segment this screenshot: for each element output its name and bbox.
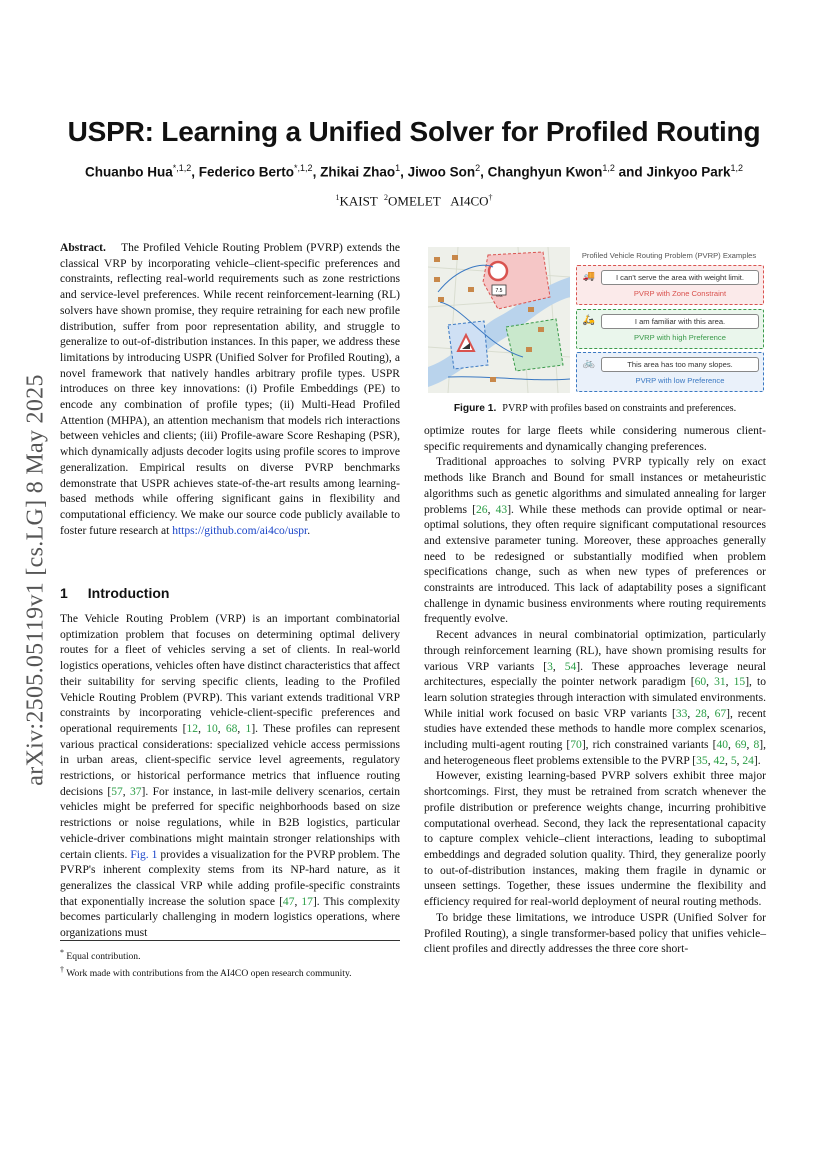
abstract-label: Abstract. <box>60 242 106 254</box>
author-name: Jinkyoo Park <box>646 164 731 180</box>
citation-link[interactable]: 17 <box>301 895 313 908</box>
profile-box <box>576 352 764 392</box>
citation-link[interactable]: 12 <box>186 722 199 735</box>
citation-link[interactable]: 67 <box>714 707 727 720</box>
arxiv-id: arXiv:2505.05119v1 [cs.LG] 8 May 2025 <box>22 374 49 786</box>
author-name: Zhikai Zhao <box>320 164 396 180</box>
citation-link[interactable]: 24 <box>742 754 754 767</box>
author-name: Chuanbo Hua <box>84 164 173 180</box>
city-map-illustration <box>428 247 570 393</box>
author-name: Changhyun Kwon <box>487 164 603 180</box>
section-heading-introduction: 1 Introduction <box>60 585 170 601</box>
right-paragraph-3: Recent advances in neural combinatorial optimization, particularly through reinforcement learning (RL), have shown promising results for various VRP variants [3, 54]. These approaches leverage neural architectures, especially the pointer network paradigm [60, 31, 15], to learn solution strategies through interaction with simulated environments. While initial work focused on basic VRP variants [33, 28, 67], recent studies have extended these methods to handle more complex scenarios, including multi-agent routing [70], rich constrained variants [40, 69, 8], and heterogeneous fleet problems extensible to the PVRP [35, 42, 5, 24]. <box>424 629 767 767</box>
citation-link[interactable]: 40 <box>716 739 728 752</box>
citation-link[interactable]: 60 <box>694 676 707 689</box>
citation-link[interactable]: 54 <box>564 660 577 673</box>
author-name: Jiwoo Son <box>407 164 476 180</box>
citation-link[interactable]: 15 <box>733 676 746 689</box>
footnote-ai4co: † Work made with contributions from the AI4CO open research community. <box>60 965 352 980</box>
abstract-text: The Profiled Vehicle Routing Problem (PVRP) extends the classical VRP by incorporating vehicle–client-specific preferences and constraints, reflecting real-world requirements such as zone restrictions and service-level preferences. While recent reinforcement-learning (RL) solvers have shown promise, they require retraining for each new profile distribution, suffer from poor representation ability, and struggle to generalize to out-of-distribution instances. In this paper, we address these limitations by introducing USPR (Unified Solver for Profiled Routing), a novel framework that natively handles arbitrary profile types. USPR introduces on three key innovations: (i) Profile Embeddings (PE) to encode any combination of profile types; (ii) Multi-Head Profiled Attention (MHPA), an attention mechanism that models rich interactions between vehicles and clients; (iii) Profile-aware Score Reshaping (PSR), which dynamically adjusts decoder logits using profile scores to improve generalization. Empirical results on diverse PVRP benchmarks demonstrate that USPR achieves state-of-the-art results among learning-based methods while offering significant gains in flexibility and computational efficiency. We make our source code publicly available to foster future research at <box>60 242 400 537</box>
citation-link[interactable]: 42 <box>713 754 726 767</box>
intro-paragraph-1: The Vehicle Routing Problem (VRP) is an important combinatorial optimization problem that focuses on determining optimal delivery routes for a fleet of vehicles serving a set of clients. In real-world logistics operations, vehicles often have distinct characteristics that affect their suitability for serving specific clients, leading to the Profiled Vehicle Routing Problem (PVRP). This variant extends traditional VRP constraints by incorporating vehicle-client-specific preferences and operational requirements [12, 10, 68, 1]. These profiles can represent various practical considerations: specialized vehicle access permissions in urban areas, client-specific service level agreements, regulatory restrictions, or historical performance metrics that influence routing decisions [57, 37]. For instance, in last-mile delivery scenarios, certain vehicles might be preferred for specific neighborhoods based on size restrictions or noise regulations, while in B2B logistics, particular vehicle-driver combinations might maintain stronger relationships with certain clients. Fig. 1 provides a visualization for the PVRP problem. The PVRP's inherent complexity stems from its NP-hard nature, as it generalizes the classical VRP while adding profile-specific constraints that exponentially increase the solution space [47, 17]. This complexity becomes particularly challenging in modern logistics operations, where organizations must <box>60 613 400 940</box>
citation-link[interactable]: 33 <box>675 707 688 720</box>
citation-link[interactable]: 31 <box>714 676 726 689</box>
citation-link[interactable]: 69 <box>734 739 747 752</box>
citation-link[interactable]: 37 <box>129 785 142 798</box>
profile-label: PVRP with low Preference <box>635 376 725 385</box>
source-code-link[interactable]: https://github.com/ai4co/uspr <box>172 524 308 537</box>
citation-link[interactable]: 3 <box>547 660 553 673</box>
arxiv-sidebar-stamp <box>14 330 58 830</box>
profile-box <box>576 265 764 305</box>
citation-link[interactable]: 68 <box>225 722 238 735</box>
profile-speech-bubble: This area has too many slopes. <box>601 357 759 372</box>
introduction-body <box>60 612 400 942</box>
citation-link[interactable]: 5 <box>730 754 737 767</box>
footnote-equal-contribution: * Equal contribution. <box>60 948 141 963</box>
right-paragraph-1: optimize routes for large fleets while considering numerous client-specific requirements and dynamically changing preferences. <box>424 425 766 453</box>
citation-link[interactable]: 10 <box>206 722 218 735</box>
footnotes <box>60 940 400 980</box>
figure-1-link[interactable]: Fig. 1 <box>130 848 158 861</box>
weight-limit-sign-icon <box>489 262 507 280</box>
citation-link[interactable]: 1 <box>245 722 252 735</box>
right-paragraph-2: Traditional approaches to solving PVRP typically rely on exact methods like Branch and Bound for small instances or metaheuristic algorithms such as genetic algorithms and simulated annealing for larger problems [26, 43]. While these methods can provide optimal or near-optimal solutions, they often require significant computational resources and extensive parameter tuning. Moreover, these approaches generally need to be redesigned or substantially modified when problem specifications change, such as when new types of preferences or constraints are introduced. This lack of adaptability poses a significant challenge in dynamic business environments where routing requirements frequently evolve. <box>424 456 766 626</box>
citation-link[interactable]: 47 <box>282 895 295 908</box>
svg-text:TONS: TONS <box>495 295 503 298</box>
profile-label: PVRP with Zone Constraint <box>633 289 727 298</box>
citation-link[interactable]: 35 <box>696 754 708 767</box>
abstract: Abstract. The Profiled Vehicle Routing Problem (PVRP) extends the classical VRP by incorporating vehicle–client-specific preferences and constraints, reflecting real-world requirements such as zone restrictions and service-level preferences. While recent reinforcement-learning (RL) solvers have shown promise, they require retraining for each new profile distribution, suffer from poor representation ability, and struggle to generalize to out-of-distribution instances. In this paper, we address these limitations by introducing USPR (Unified Solver for Profiled Routing), a novel framework that natively handles arbitrary profile types. USPR introduces on three key innovations: (i) Profile Embeddings (PE) to encode any combination of profile types; (ii) Multi-Head Profiled Attention (MHPA), an attention mechanism that models rich interactions between vehicles and clients; (iii) Profile-aware Score Reshaping (PSR), which dynamically adjusts decoder logits using profile scores to improve generalization. Empirical results on diverse PVRP benchmarks demonstrate that USPR achieves state-of-the-art results among learning-based methods while offering significant gains in flexibility and computational efficiency. We make our source code publicly available to foster future research at https://github.com/ai4co/uspr. <box>60 242 400 537</box>
bicycle-icon: 🚲 <box>582 358 596 369</box>
truck-icon: 🚚 <box>582 271 596 282</box>
paper-title: USPR: Learning a Unified Solver for Profiled Routing <box>67 116 761 147</box>
citation-link[interactable]: 57 <box>111 785 123 798</box>
citation-link[interactable]: 8 <box>753 739 760 752</box>
figure-title: Profiled Vehicle Routing Problem (PVRP) Examples <box>581 251 757 260</box>
right-column-body <box>424 424 766 958</box>
figure-1-caption: Figure 1. PVRP with profiles based on constraints and preferences. <box>453 403 737 414</box>
citation-link[interactable]: 70 <box>570 739 582 752</box>
profile-speech-bubble: I am familiar with this area. <box>601 314 759 329</box>
svg-text:7.5: 7.5 <box>495 288 503 294</box>
profile-speech-bubble: I can't serve the area with weight limit. <box>601 270 759 285</box>
profile-label: PVRP with high Preference <box>634 333 726 342</box>
citation-link[interactable]: 28 <box>695 707 707 720</box>
citation-link[interactable]: 26 <box>476 503 488 516</box>
author-name: Federico Berto <box>198 164 295 180</box>
right-paragraph-5: To bridge these limitations, we introduce USPR (Unified Solver for Profiled Routing), a single transformer-based policy that unifies vehicle–client profiles and directly addresses the three core short- <box>424 911 766 956</box>
figure-1 <box>428 245 764 395</box>
author-list: Chuanbo Hua$^{*,1,2}$, Federico Berto$^{*,1,2}$, Zhikai Zhao$^1$, Jiwoo Son$^2$, Changhyun Kwon$^{1,2}$ and Jinkyoo Park$^{1,2}$ <box>84 163 743 180</box>
profile-box <box>576 309 764 349</box>
right-paragraph-4: However, existing learning-based PVRP solvers exhibit three major shortcomings. First, they must be retrained from scratch whenever the profile distribution or preference weights change, incurring prohibitive computational overhead. Second, they lack the representational capacity to capture complex vehicle–client interactions, leading to suboptimal embeddings and degraded solution quality. Third, they generalize poorly to out-of-distribution instances, making them fragile in dynamic or unseen settings. Together, these issues undermine the flexibility and efficiency required for real-world deployment of neural routing methods. <box>424 770 766 909</box>
affiliations: $^1$KAIST $^2$OMELET AI4CO† <box>335 193 493 209</box>
citation-link[interactable]: 43 <box>495 503 508 516</box>
scooter-icon: 🛵 <box>582 315 596 326</box>
